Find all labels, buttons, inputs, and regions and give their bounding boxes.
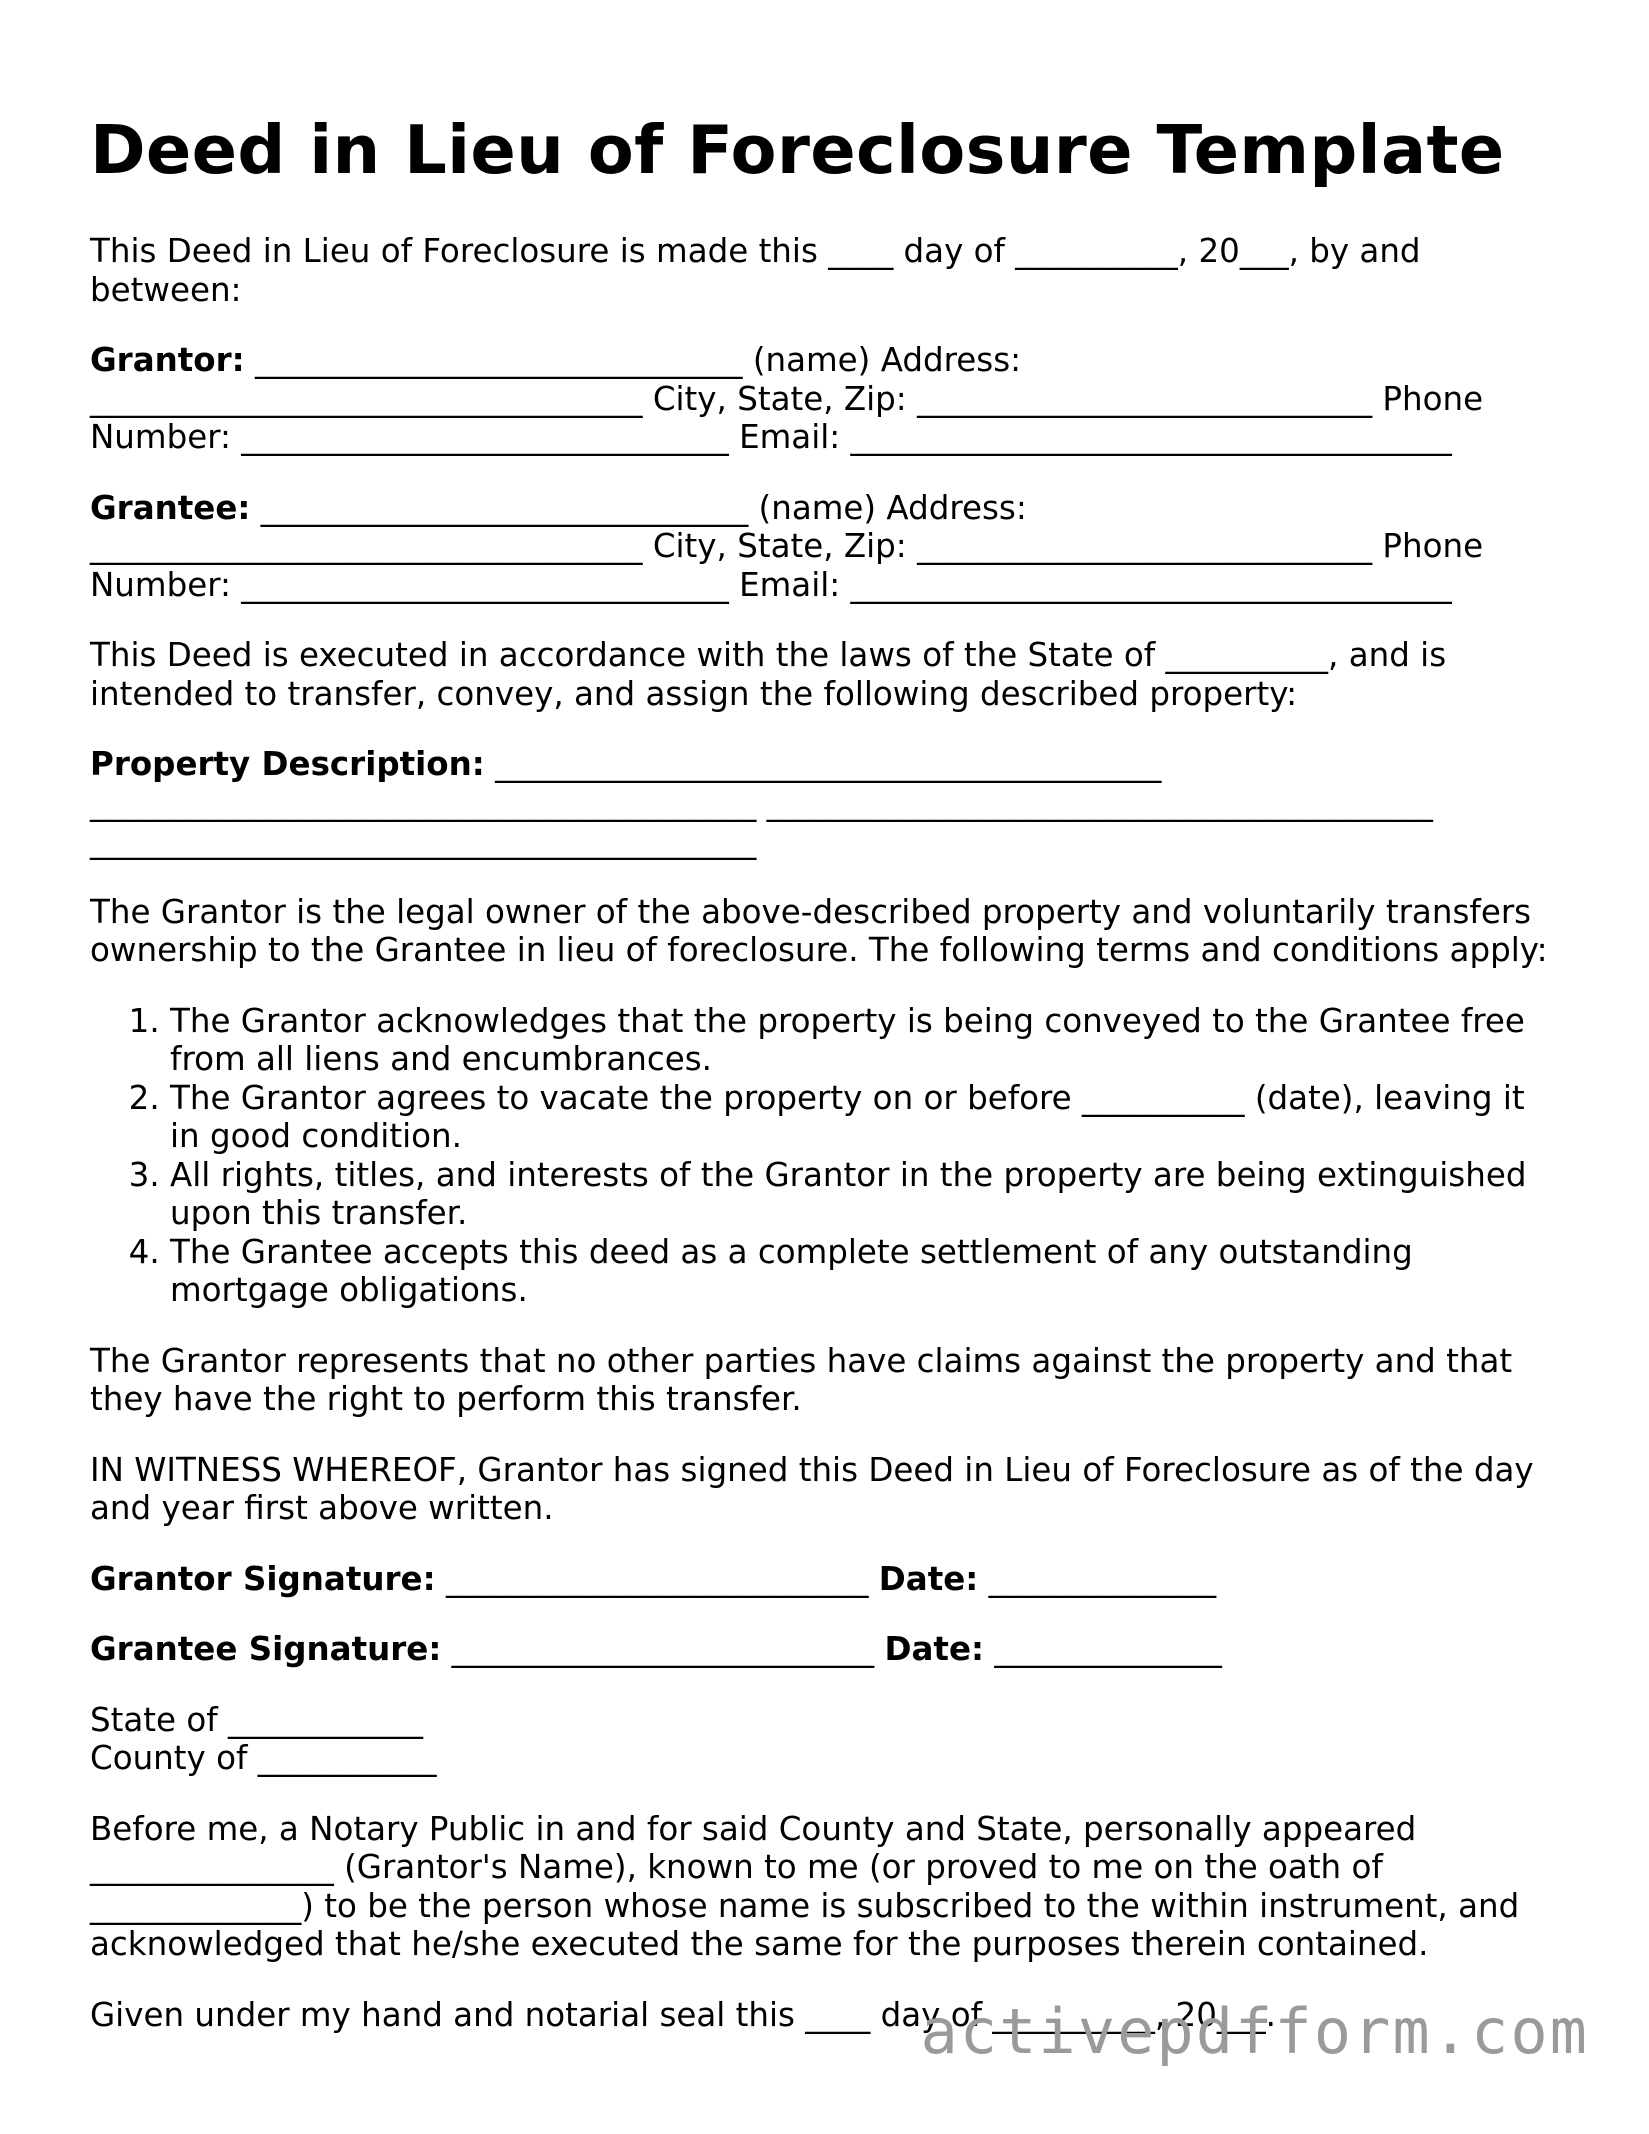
notary-paragraph: Before me, a Notary Public in and for said County and State, personally appeared _______________ (Grantor's Name), known to me (or proved to me on the oath of _____________) to be the person whose name is subscribed to the within instrument, and acknowledged that he/she executed the same for the purposes therein contained. — [90, 1809, 1520, 1963]
watermark: activepdfform.com — [920, 1995, 1589, 2068]
grantor-label: Grantor: — [90, 341, 245, 379]
terms-list — [90, 1002, 1560, 1310]
property-description-label: Property Description: — [90, 745, 485, 783]
term-item: 3. All rights, titles, and interests of the Grantor in the property are being extinguished upon this transfer. — [170, 1156, 1560, 1233]
property-description-block — [90, 745, 1560, 861]
ownership-paragraph: The Grantor is the legal owner of the above-described property and voluntarily transfers ownership to the Grantee in lieu of foreclosure. The following terms and conditions apply: — [90, 892, 1548, 969]
grantee-date-label: Date: — [884, 1630, 984, 1668]
grantee-block — [90, 489, 1560, 605]
seal-paragraph: Given under my hand and notarial seal this ____ day of __________, 20___. — [90, 1995, 1276, 2034]
laws-paragraph: This Deed is executed in accordance with the laws of the State of __________, and is intended to transfer, convey, and assign the following described property: — [90, 636, 1447, 713]
grantee-label: Grantee: — [90, 488, 251, 527]
grantor-fields: ______________________________ (name) Address: __________________________________ City, State, Zip: ____________________________ Phone Number: ______________________________ Email: _____________________________________ — [90, 341, 1484, 456]
state-line: State of ____________ — [90, 1700, 424, 1739]
term-item: 2. The Grantor agrees to vacate the property on or before __________ (date), leaving it in good condition. — [170, 1079, 1560, 1156]
property-description-lines: _________________________________________ _________________________________________ _________________________________________ _________________________________________ — [90, 745, 1433, 860]
witness-paragraph: IN WITNESS WHEREOF, Grantor has signed this Deed in Lieu of Foreclosure as of the day and year first above written. — [90, 1450, 1534, 1527]
grantor-signature-label: Grantor Signature: — [90, 1559, 436, 1598]
grantor-date-blank: ______________ — [978, 1559, 1217, 1598]
document-title: Deed in Lieu of Foreclosure Template — [90, 111, 1505, 189]
grantee-signature-blank: __________________________ — [441, 1630, 885, 1668]
jurisdiction-block — [90, 1701, 1560, 1778]
grantee-fields: ______________________________ (name) Address: __________________________________ City, State, Zip: ____________________________ Phone Number: ______________________________ Email: _____________________________________ — [90, 488, 1484, 604]
grantor-block — [90, 341, 1560, 457]
term-item: 1. The Grantor acknowledges that the property is being conveyed to the Grantee free from all liens and encumbrances. — [170, 1002, 1560, 1079]
grantee-date-blank: ______________ — [983, 1630, 1222, 1668]
grantee-signature-line — [90, 1630, 1560, 1669]
term-item: 4. The Grantee accepts this deed as a complete settlement of any outstanding mortgage obligations. — [170, 1233, 1560, 1310]
grantor-date-label: Date: — [878, 1559, 979, 1598]
grantor-signature-blank: __________________________ — [435, 1559, 879, 1598]
county-line: County of ___________ — [90, 1739, 437, 1777]
grantee-signature-label: Grantee Signature: — [90, 1630, 442, 1668]
document-page — [90, 110, 1560, 2066]
claims-paragraph: The Grantor represents that no other parties have claims against the property and that they have the right to perform this transfer. — [90, 1341, 1513, 1418]
grantor-signature-line — [90, 1560, 1560, 1599]
intro-paragraph: This Deed in Lieu of Foreclosure is made this ____ day of __________, 20___, by and between: — [90, 232, 1421, 309]
